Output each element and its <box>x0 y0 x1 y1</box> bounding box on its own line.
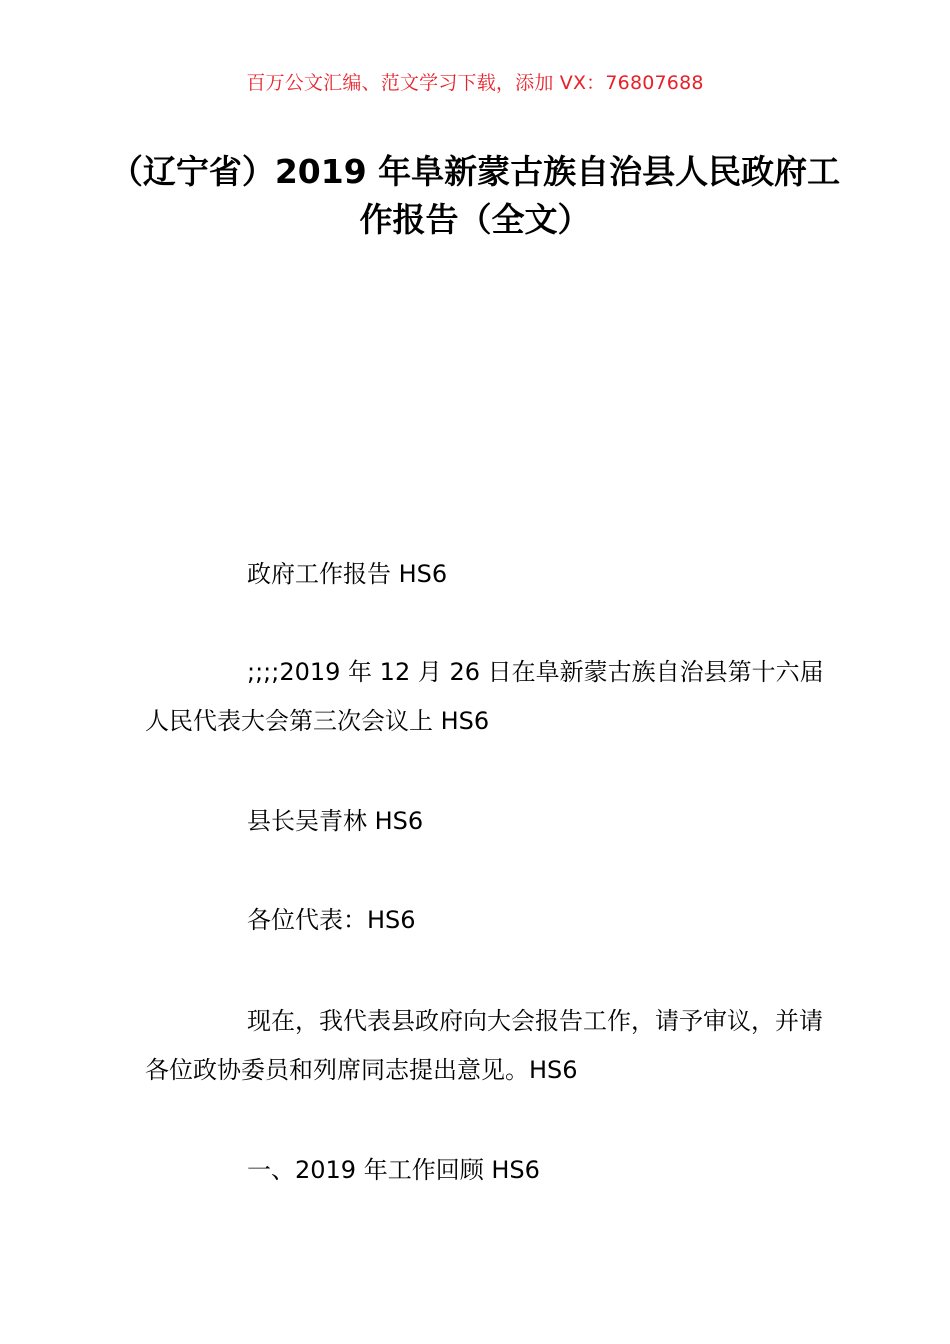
section-heading: 一、2019 年工作回顾 HS6 <box>247 1156 540 1184</box>
paragraph: 政府工作报告 HS6 <box>247 560 448 588</box>
paragraph: 各位代表：HS6 <box>247 906 416 934</box>
paragraph: ;;;;2019 年 12 月 26 日在阜新蒙古族自治县第十六届人民代表大会第三次会议上 HS6 <box>145 658 824 735</box>
paragraph: 现在，我代表县政府向大会报告工作，请予审议，并请各位政协委员和列席同志提出意见。HS6 <box>145 1007 823 1084</box>
document-title: （辽宁省）2019 年阜新蒙古族自治县人民政府工作报告（全文） <box>109 152 841 239</box>
header-note: 百万公文汇编、范文学习下载，添加 VX：76807688 <box>246 72 704 94</box>
paragraph: 县长吴青林 HS6 <box>247 807 424 835</box>
